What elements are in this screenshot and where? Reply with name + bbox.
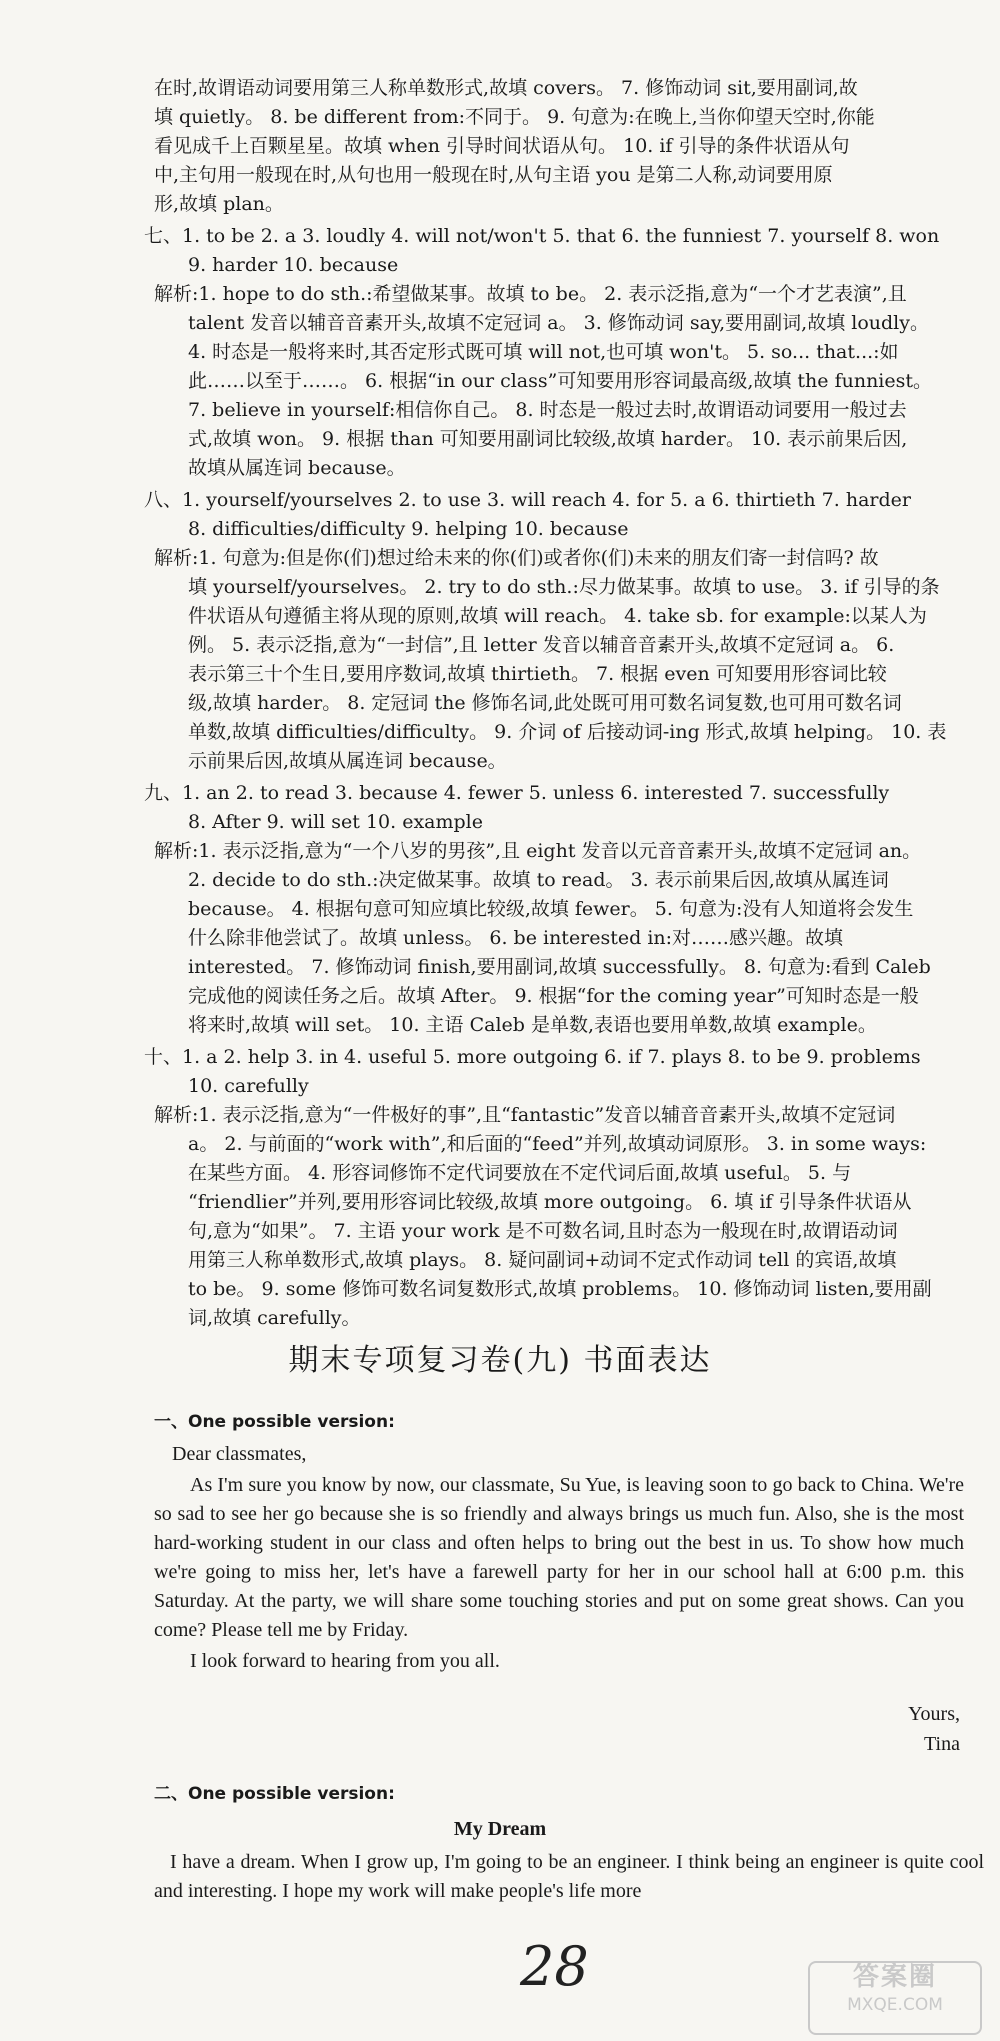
- letter-signature: Tina: [924, 1733, 960, 1755]
- answer-key-line: 9. harder 10. because: [188, 254, 399, 276]
- page-number: 28: [520, 1935, 589, 1998]
- explanation-line: 在某些方面。 4. 形容词修饰不定代词要放在不定代词后面,故填 useful。 5. 与: [188, 1162, 852, 1184]
- answer-key-line: 10. carefully: [188, 1075, 309, 1097]
- explanation-line: 用第三人称单数形式,故填 plays。 8. 疑问副词+动词不定式作动词 tell 的宾语,故填: [188, 1249, 897, 1271]
- text-line: 形,故填 plan。: [154, 193, 284, 215]
- explanation-line: 件状语从句遵循主将从现的原则,故填 will reach。 4. take sb. for example:以某人为: [188, 605, 927, 627]
- text-line: 看见成千上百颗星星。故填 when 引导时间状语从句。 10. if 引导的条件状语从句: [154, 135, 850, 157]
- explanation-line: 解析:1. 表示泛指,意为“一个八岁的男孩”,且 eight 发音以元音音素开头,故填不定冠词 an。: [154, 840, 922, 862]
- explanation-line: talent 发音以辅音音素开头,故填不定冠词 a。 3. 修饰动词 say,要用副词,故填 loudly。: [188, 312, 929, 334]
- letter-closing: Yours,: [908, 1703, 960, 1725]
- watermark-title: 答案圈: [852, 1962, 937, 1992]
- part-heading: 一、One possible version:: [154, 1412, 395, 1432]
- text-line: 填 quietly。 8. be different from:不同于。 9. 句意为:在晚上,当你仰望天空时,你能: [154, 106, 875, 128]
- answer-key-line: 七、1. to be 2. a 3. loudly 4. will not/won't 5. that 6. the funniest 7. yourself 8. won: [144, 225, 940, 247]
- text-line: 中,主句用一般现在时,从句也用一般现在时,从句主语 you 是第二人称,动词要用原: [154, 164, 833, 186]
- watermark: [808, 1961, 982, 2035]
- explanation-line: 句,意为“如果”。 7. 主语 your work 是不可数名词,且时态为一般现在时,故谓语动词: [188, 1220, 898, 1242]
- explanation-line: interested。 7. 修饰动词 finish,要用副词,故填 successfully。 8. 句意为:看到 Caleb: [188, 956, 931, 978]
- explanation-line: 示前果后因,故填从属连词 because。: [188, 750, 507, 772]
- explanation-line: 故填从属连词 because。: [188, 457, 406, 479]
- letter-greeting: Dear classmates,: [172, 1443, 307, 1465]
- explanation-line: a。 2. 与前面的“work with”,和后面的“feed”并列,故填动词原形。 3. in some ways:: [188, 1133, 927, 1155]
- explanation-line: 解析:1. 表示泛指,意为“一件极好的事”,且“fantastic”发音以辅音音素开头,故填不定冠词: [154, 1104, 896, 1126]
- letter-paragraph: As I'm sure you know by now, our classmate, Su Yue, is leaving soon to go back to China. We're so sad to see her go because she is so friendly and always brings us much fun. Also, she is the most hard-working student in our class and often helps to bring out the best in us. To show how much we're going to miss her, let's have a farewell party for her in our school hall at 6:00 p.m. this Saturday. At the party, we will share some touching stories and put on some great shows. Can you come? Please tell me by Friday.: [154, 1474, 964, 1641]
- explanation-line: 完成他的阅读任务之后。故填 After。 9. 根据“for the coming year”可知时态是一般: [188, 985, 919, 1007]
- explanation-line: to be。 9. some 修饰可数名词复数形式,故填 problems。 10. 修饰动词 listen,要用副: [188, 1278, 932, 1300]
- explanation-line: 4. 时态是一般将来时,其否定形式既可填 will not,也可填 won't。 5. so... that...:如: [188, 341, 899, 363]
- answer-key-line: 九、1. an 2. to read 3. because 4. fewer 5. unless 6. interested 7. successfully: [144, 782, 890, 804]
- explanation-line: 什么除非他尝试了。故填 unless。 6. be interested in:对……感兴趣。故填: [188, 927, 844, 949]
- explanation-line: 词,故填 carefully。: [188, 1307, 361, 1329]
- explanation-line: 单数,故填 difficulties/difficulty。 9. 介词 of 后接动词-ing 形式,故填 helping。 10. 表: [188, 721, 947, 743]
- essay-title: My Dream: [453, 1818, 547, 1840]
- explanation-line: 7. believe in yourself:相信你自己。 8. 时态是一般过去时,故谓语动词要用一般过去: [188, 399, 907, 421]
- answer-key-line: 十、1. a 2. help 3. in 4. useful 5. more outgoing 6. if 7. plays 8. to be 9. problems: [144, 1046, 921, 1068]
- explanation-line: 例。 5. 表示泛指,意为“一封信”,且 letter 发音以辅音音素开头,故填不定冠词 a。 6.: [188, 634, 895, 656]
- explanation-line: “friendlier”并列,要用形容词比较级,故填 more outgoing。 6. 填 if 引导条件状语从: [188, 1191, 912, 1213]
- section-title: 期末专项复习卷(九) 书面表达: [288, 1343, 712, 1378]
- answer-key-line: 8. difficulties/difficulty 9. helping 10. because: [188, 518, 629, 540]
- explanation-line: 级,故填 harder。 8. 定冠词 the 修饰名词,此处既可用可数名词复数,也可用可数名词: [188, 692, 902, 714]
- explanation-line: 此……以至于……。 6. 根据“in our class”可知要用形容词最高级,故填 the funniest。: [188, 370, 933, 392]
- text-line: 在时,故谓语动词要用第三人称单数形式,故填 covers。 7. 修饰动词 sit,要用副词,故: [154, 77, 858, 99]
- explanation-line: 解析:1. hope to do sth.:希望做某事。故填 to be。 2. 表示泛指,意为“一个才艺表演”,且: [154, 283, 907, 305]
- explanation-line: 填 yourself/yourselves。 2. try to do sth.:尽力做某事。故填 to use。 3. if 引导的条: [188, 576, 940, 598]
- watermark-url: MXQE.COM: [847, 1995, 943, 2015]
- explanation-line: 表示第三十个生日,要用序数词,故填 thirtieth。 7. 根据 even 可知要用形容词比较: [188, 663, 887, 685]
- part-heading: 二、One possible version:: [154, 1784, 395, 1804]
- explanation-line: 解析:1. 句意为:但是你(们)想过给未来的你(们)或者你(们)未来的朋友们寄一封信吗? 故: [154, 547, 879, 569]
- explanation-line: 2. decide to do sth.:决定做某事。故填 to read。 3. 表示前果后因,故填从属连词: [188, 869, 889, 891]
- answer-key-line: 八、1. yourself/yourselves 2. to use 3. will reach 4. for 5. a 6. thirtieth 7. harder: [144, 489, 911, 511]
- letter-paragraph: I look forward to hearing from you all.: [190, 1650, 500, 1672]
- answer-key-line: 8. After 9. will set 10. example: [188, 811, 484, 833]
- explanation-line: 将来时,故填 will set。 10. 主语 Caleb 是单数,表语也要用单数,故填 example。: [188, 1014, 877, 1036]
- explanation-line: because。 4. 根据句意可知应填比较级,故填 fewer。 5. 句意为:没有人知道将会发生: [188, 898, 914, 920]
- essay-paragraph: I have a dream. When I grow up, I'm going to be an engineer. I think being an engineer is quite cool and interesting. I hope my work will make people's life more: [154, 1851, 984, 1902]
- explanation-line: 式,故填 won。 9. 根据 than 可知要用副词比较级,故填 harder。 10. 表示前果后因,: [188, 428, 908, 450]
